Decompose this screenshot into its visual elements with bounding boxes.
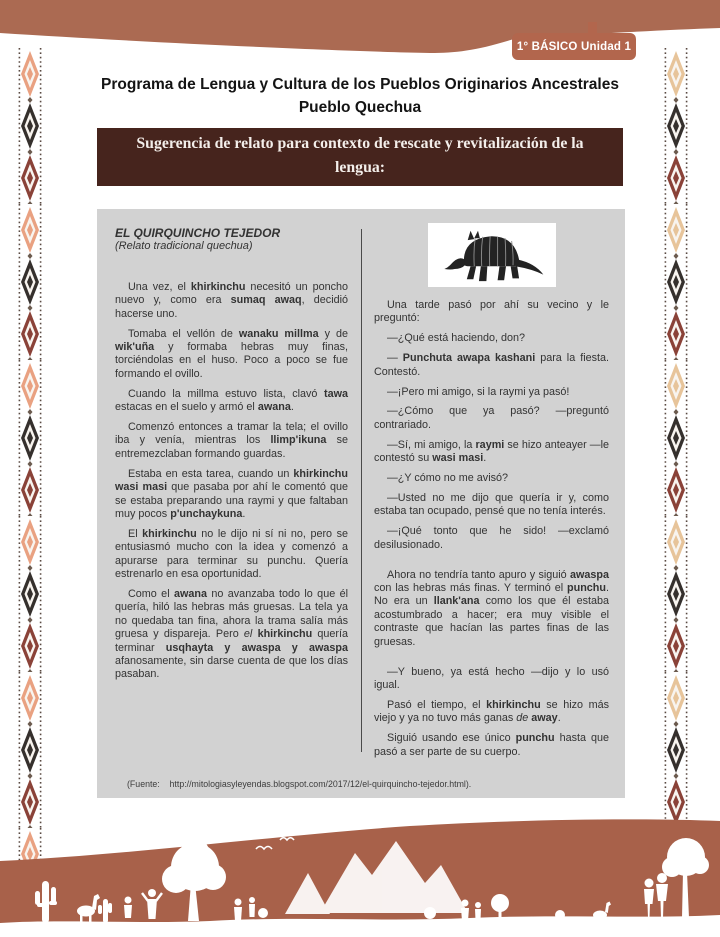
story-paragraph: Estaba en esta tarea, cuando un khirkinchu wasi masi que pasaba por ahí le comentó que se estaba preparando una raymi y que faltaban muy pocos p'unchaykuna. xyxy=(115,467,348,520)
story-paragraph: —Sí, mi amigo, la raymi se hizo anteayer —le contestó su wasi masi. xyxy=(374,438,609,465)
landscape-silhouette xyxy=(0,815,720,932)
story-column-left xyxy=(97,225,361,765)
story-paragraph: Una tarde pasó por ahí su vecino y le preguntó: xyxy=(374,299,609,325)
left-textile-border xyxy=(18,48,42,862)
story-paragraph: —¡Qué tonto que he sido! —exclamó desilusionado. xyxy=(374,525,609,551)
story-paragraph: Una vez, el khirkinchu necesitó un poncho nuevo y, como era sumaq awaq, decidió hacerse uno. xyxy=(115,280,348,320)
landscape-silhouette-footer xyxy=(0,815,720,932)
right-textile-border xyxy=(664,48,688,862)
story-column-right-body xyxy=(374,299,609,759)
story-column-right xyxy=(361,225,625,765)
page-title-line1: Programa de Lengua y Cultura de los Pueblos Originarios Ancestrales xyxy=(101,76,619,93)
unit-badge: 1° BÁSICO Unidad 1 xyxy=(512,33,636,60)
story-paragraph: Pasó el tiempo, el khirkinchu se hizo más viejo y ya no tuvo más ganas de away. xyxy=(374,698,610,725)
story-paragraph: —¡Pero mi amigo, si la raymi ya pasó! xyxy=(387,385,570,398)
story-paragraph: Ahora no tendría tanto apuro y siguió awaspa con las hebras más finas. Y terminó el punchu. No era un llank'ana como los que él estaba acostumbrado a hacer; era muy visible el contraste que hacían las partes finas de las gruesas. xyxy=(374,568,609,648)
source-citation: (Fuente: http://mitologiasyleyendas.blogspot.com/2017/12/el-quirquincho-tejedor.html). xyxy=(127,779,472,789)
section-banner: Sugerencia de relato para contexto de rescate y revitalización de la lengua: xyxy=(97,128,623,186)
story-paragraph: Tomaba el vellón de wanaku millma y de wik'uña y formaba hebras muy finas, torciéndolas en el huso. Poco a poco se fue formando el ovillo. xyxy=(115,327,348,380)
story-paragraph: —¿Cómo que ya pasó? —preguntó contrariado. xyxy=(374,405,609,431)
column-divider xyxy=(361,229,362,752)
story-column-left-body xyxy=(115,281,348,682)
story-paragraph: —¿Qué está haciendo, don? xyxy=(387,332,526,345)
story-title: EL QUIRQUINCHO TEJEDOR xyxy=(115,226,281,240)
story-subtitle: (Relato tradicional quechua) xyxy=(115,240,253,253)
story-paragraph: Comenzó entonces a tramar la tela; el ovillo iba y venía, mientras los llimp'ikuna se entremezclaban formando guardas. xyxy=(115,420,349,460)
page-title xyxy=(0,73,720,119)
story-paragraph xyxy=(374,559,609,569)
armadillo-illustration xyxy=(436,226,548,284)
story-paragraph: Como el awana no avanzaba todo lo que él quería, hiló las hebras más gruesas. La tela ya no quedaba tan fina, ahora la trama salía más gruesa y dispareja. Pero el khirkinchu quería terminar usqhayta y awaspa y awaspa afanosamente, sin darse cuenta de que los días pasaban. xyxy=(115,587,349,681)
story-image xyxy=(428,223,556,287)
right-textile-pattern xyxy=(664,48,688,862)
story-paragraph xyxy=(374,656,609,666)
story-panel xyxy=(97,209,625,798)
story-paragraph: —Usted no me dijo que quería ir y, como estaba tan ocupado, pensé que no tenía interés. xyxy=(374,491,609,518)
story-paragraph: Cuando la millma estuvo lista, clavó tawa estacas en el suelo y armó el awana. xyxy=(115,387,348,414)
page-title-line2: Pueblo Quechua xyxy=(298,99,422,116)
story-paragraph: —Y bueno, ya está hecho —dijo y lo usó igual. xyxy=(374,665,609,691)
story-paragraph: El khirkinchu no le dijo ni sí ni no, pero se entusiasmó mucho con la idea y comenzó a apurarse para terminar su punchu. Quería estrenarlo en esa oportunidad. xyxy=(115,527,348,581)
story-paragraph: Siguió usando ese único punchu hasta que pasó a ser parte de su cuerpo. xyxy=(374,732,609,758)
left-textile-pattern xyxy=(18,48,42,862)
story-paragraph: —¿Y cómo no me avisó? xyxy=(387,472,509,485)
story-paragraph: — Punchuta awapa kashani para la fiesta. Contestó. xyxy=(374,352,610,378)
